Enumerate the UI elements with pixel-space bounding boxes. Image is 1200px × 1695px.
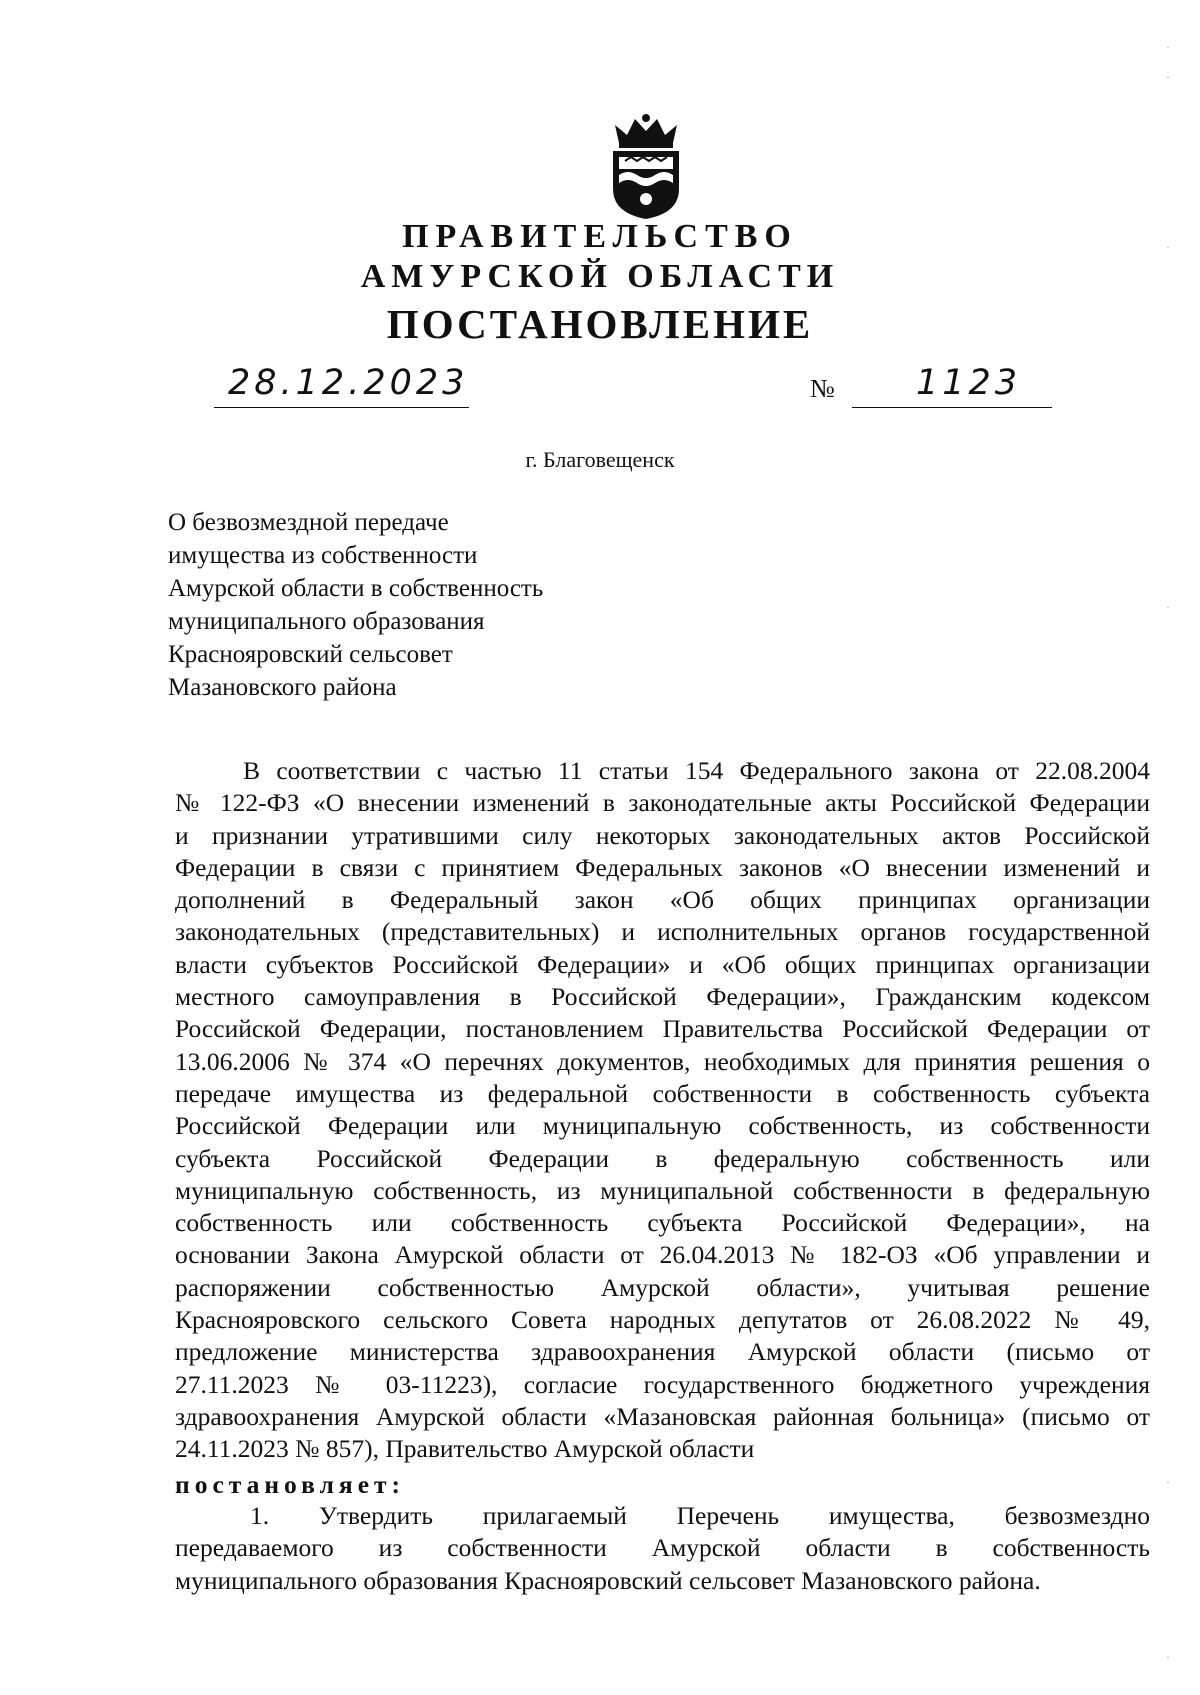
resolution-item-1 (175, 1500, 1150, 1597)
body-line: В соответствии с частью 11 статьи 154 Федерального закона от 22.08.2004 (243, 756, 1150, 785)
body-line: распоряжении собственностью Амурской области», учитывая решение (175, 1272, 1150, 1302)
coat-of-arms-icon (601, 113, 691, 221)
body-line: власти субъектов Российской Федерации» и «Об общих принципах организации (175, 949, 1150, 979)
scan-edge-marks (1150, 0, 1170, 1695)
handwritten-date: 28.12.2023 (228, 363, 469, 403)
body-line: основании Закона Амурской области от 26.04.2013 № 182-ОЗ «Об управлении и (175, 1240, 1150, 1270)
subject-line: муниципального образования (168, 608, 485, 635)
body-line: Российской Федерации, постановлением Правительства Российской Федерации от (175, 1014, 1150, 1044)
scan-speck: · (1166, 70, 1170, 84)
body-line: муниципальную собственность, из муниципальной собственности в федеральную (175, 1175, 1150, 1205)
body-line: Российской Федерации или муниципальную собственность, из собственности (175, 1111, 1150, 1141)
subject-line: имущества из собственности (168, 542, 478, 569)
item-line: передаваемого из собственности Амурской области в собственность (175, 1533, 1150, 1563)
number-field (852, 363, 1052, 408)
government-title-line1: ПРАВИТЕЛЬСТВО (402, 218, 798, 255)
body-line: дополнений в Федеральный закон «Об общих принципах организации (175, 885, 1150, 915)
body-line: и признании утратившими силу некоторых законодательных актов Российской (175, 820, 1150, 850)
subject-line: Краснояровский сельсовет (168, 641, 453, 668)
scan-speck: · (1166, 600, 1170, 614)
scan-speck: · (1166, 1475, 1170, 1489)
scan-speck: · (1166, 40, 1170, 54)
item-line: муниципального образования Краснояровский сельсовет Мазановского района. (175, 1565, 1041, 1595)
preamble-paragraph (175, 755, 1150, 1466)
scan-speck: · (1166, 240, 1170, 254)
body-line: 27.11.2023 № 03-11223), согласие государственного бюджетного учреждения (175, 1369, 1150, 1399)
date-field (214, 363, 469, 408)
document-type-title: ПОСТАНОВЛЕНИЕ (386, 301, 814, 347)
government-title-line2: АМУРСКОЙ ОБЛАСТИ (360, 258, 840, 295)
subject-line: Мазановского района (168, 674, 397, 701)
body-line: собственность или собственность субъекта Российской Федерации», на (175, 1208, 1150, 1238)
resolves-word: постановляет: (175, 1470, 406, 1499)
body-line: предложение министерства здравоохранения Амурской области (письмо от (175, 1337, 1150, 1367)
body-line: законодательных (представительных) и исполнительных органов государственной (175, 917, 1150, 947)
body-line: местного самоуправления в Российской Федерации», Гражданским кодексом (175, 982, 1150, 1012)
body-line: Краснояровского сельского Совета народных депутатов от 26.08.2022 № 49, (175, 1305, 1150, 1335)
document-subject (168, 506, 598, 704)
handwritten-number: 1123 (916, 363, 1022, 403)
number-sign: № (810, 374, 835, 403)
body-line: передаче имущества из федеральной собственности в собственность субъекта (175, 1078, 1150, 1108)
body-line: 13.06.2006 № 374 «О перечнях документов, необходимых для принятия решения о (175, 1046, 1150, 1076)
body-line: 24.11.2023 № 857), Правительство Амурской области (175, 1434, 755, 1464)
body-line: № 122-ФЗ «О внесении изменений в законодательные акты Российской Федерации (175, 788, 1150, 818)
item-line: 1. Утвердить прилагаемый Перечень имущества, безвозмездно (250, 1501, 1150, 1530)
body-line: субъекта Российской Федерации в федеральную собственность или (175, 1143, 1150, 1173)
scan-speck: · (1166, 1650, 1170, 1664)
subject-line: О безвозмездной передаче (168, 509, 449, 536)
subject-line: Амурской области в собственность (168, 575, 544, 602)
city-line: г. Благовещенск (525, 447, 675, 472)
body-line: здравоохранения Амурской области «Мазановская районная больница» (письмо от (175, 1401, 1150, 1431)
body-line: Федерации в связи с принятием Федеральных законов «О внесении изменений и (175, 852, 1150, 882)
